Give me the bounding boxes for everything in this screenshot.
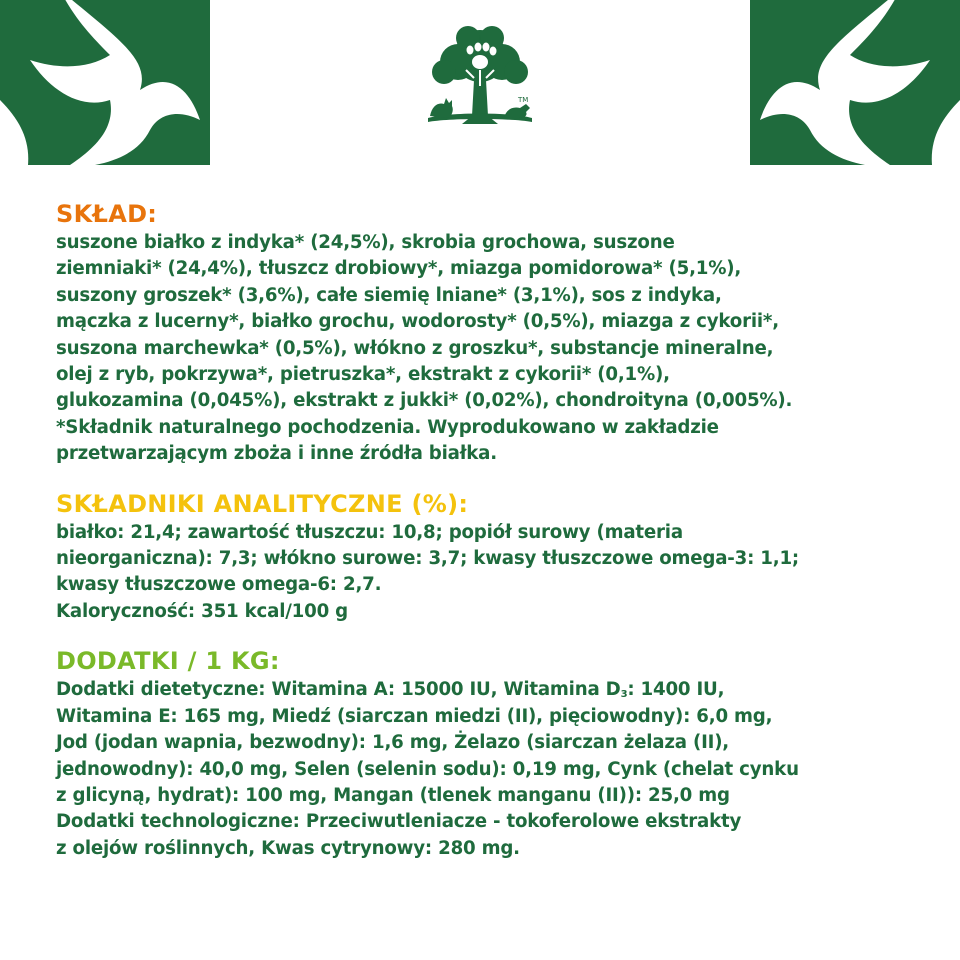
sklad-line: suszone białko z indyka* (24,5%), skrobia grochowa, suszone — [56, 232, 675, 253]
additives-text — [56, 677, 936, 862]
additives-line: Dodatki technologiczne: Przeciwutleniacze - tokoferolowe ekstrakty — [56, 811, 742, 833]
additives-line: Jod (jodan wapnia, bezwodny): 1,6 mg, Żelazo (siarczan żelaza (II), — [56, 732, 730, 754]
header-banner — [0, 0, 960, 165]
sklad-line: *Składnik naturalnego pochodzenia. Wyprodukowano w zakładzie — [56, 416, 719, 438]
analytical-line: Kaloryczność: 351 kcal/100 g — [56, 600, 348, 622]
leaf-pattern-left — [0, 0, 210, 165]
additives-line: Witamina E: 165 mg, Miedź (siarczan miedzi (II), pięciowodny): 6,0 mg, — [56, 705, 773, 727]
sklad-heading: SKŁAD: — [56, 200, 158, 228]
analytical-line: kwasy tłuszczowe omega-6: 2,7. — [56, 574, 382, 596]
sklad-line: ziemniaki* (24,4%), tłuszcz drobiowy*, miazga pomidorowa* (5,1%), — [56, 258, 742, 280]
sklad-line: glukozamina (0,045%), ekstrakt z jukki* (0,02%), chondroityna (0,005%). — [56, 390, 793, 412]
analytical-heading: SKŁADNIKI ANALITYCZNE (%): — [56, 489, 469, 518]
svg-text:TM: TM — [518, 96, 529, 104]
additives-line — [56, 677, 936, 703]
additives-line-part: : 1400 IU, — [627, 679, 725, 701]
sklad-line: suszona marchewka* (0,5%), włókno z groszku*, substancje mineralne, — [56, 337, 774, 359]
analytical-text — [56, 520, 936, 626]
vitamin-d-subscript: 3 — [620, 689, 628, 701]
additives-line-part: Dodatki dietetyczne: Witamina A: 15000 IU, Witamina D — [56, 679, 621, 701]
sklad-text — [56, 230, 936, 468]
additives-line: z glicyną, hydrat): 100 mg, Mangan (tlenek manganu (II)): 25,0 mg — [56, 784, 730, 806]
product-composition — [56, 198, 936, 862]
additives-line: jednowodny): 40,0 mg, Selen (selenin sodu): 0,19 mg, Cynk (chelat cynku — [56, 758, 799, 780]
additives-heading: DODATKI / 1 KG: — [56, 647, 280, 676]
tree-paw-logo-icon — [418, 20, 542, 130]
analytical-line: białko: 21,4; zawartość tłuszczu: 10,8; popiół surowy (materia — [56, 521, 683, 543]
sklad-line: suszony groszek* (3,6%), całe siemię lniane* (3,1%), sos z indyka, — [56, 284, 722, 306]
additives-line: z olejów roślinnych, Kwas cytrynowy: 280 mg. — [56, 837, 520, 859]
brand-logo — [418, 20, 542, 130]
leaf-pattern-right — [750, 0, 960, 165]
sklad-line: przetwarzającym zboża i inne źródła białka. — [56, 443, 497, 465]
analytical-line: nieorganiczna): 7,3; włókno surowe: 3,7; kwasy tłuszczowe omega-3: 1,1; — [56, 548, 799, 570]
sklad-line: mączka z lucerny*, białko grochu, wodorosty* (0,5%), miazga z cykorii*, — [56, 311, 779, 333]
sklad-line: olej z ryb, pokrzywa*, pietruszka*, ekstrakt z cykorii* (0,1%), — [56, 364, 670, 386]
